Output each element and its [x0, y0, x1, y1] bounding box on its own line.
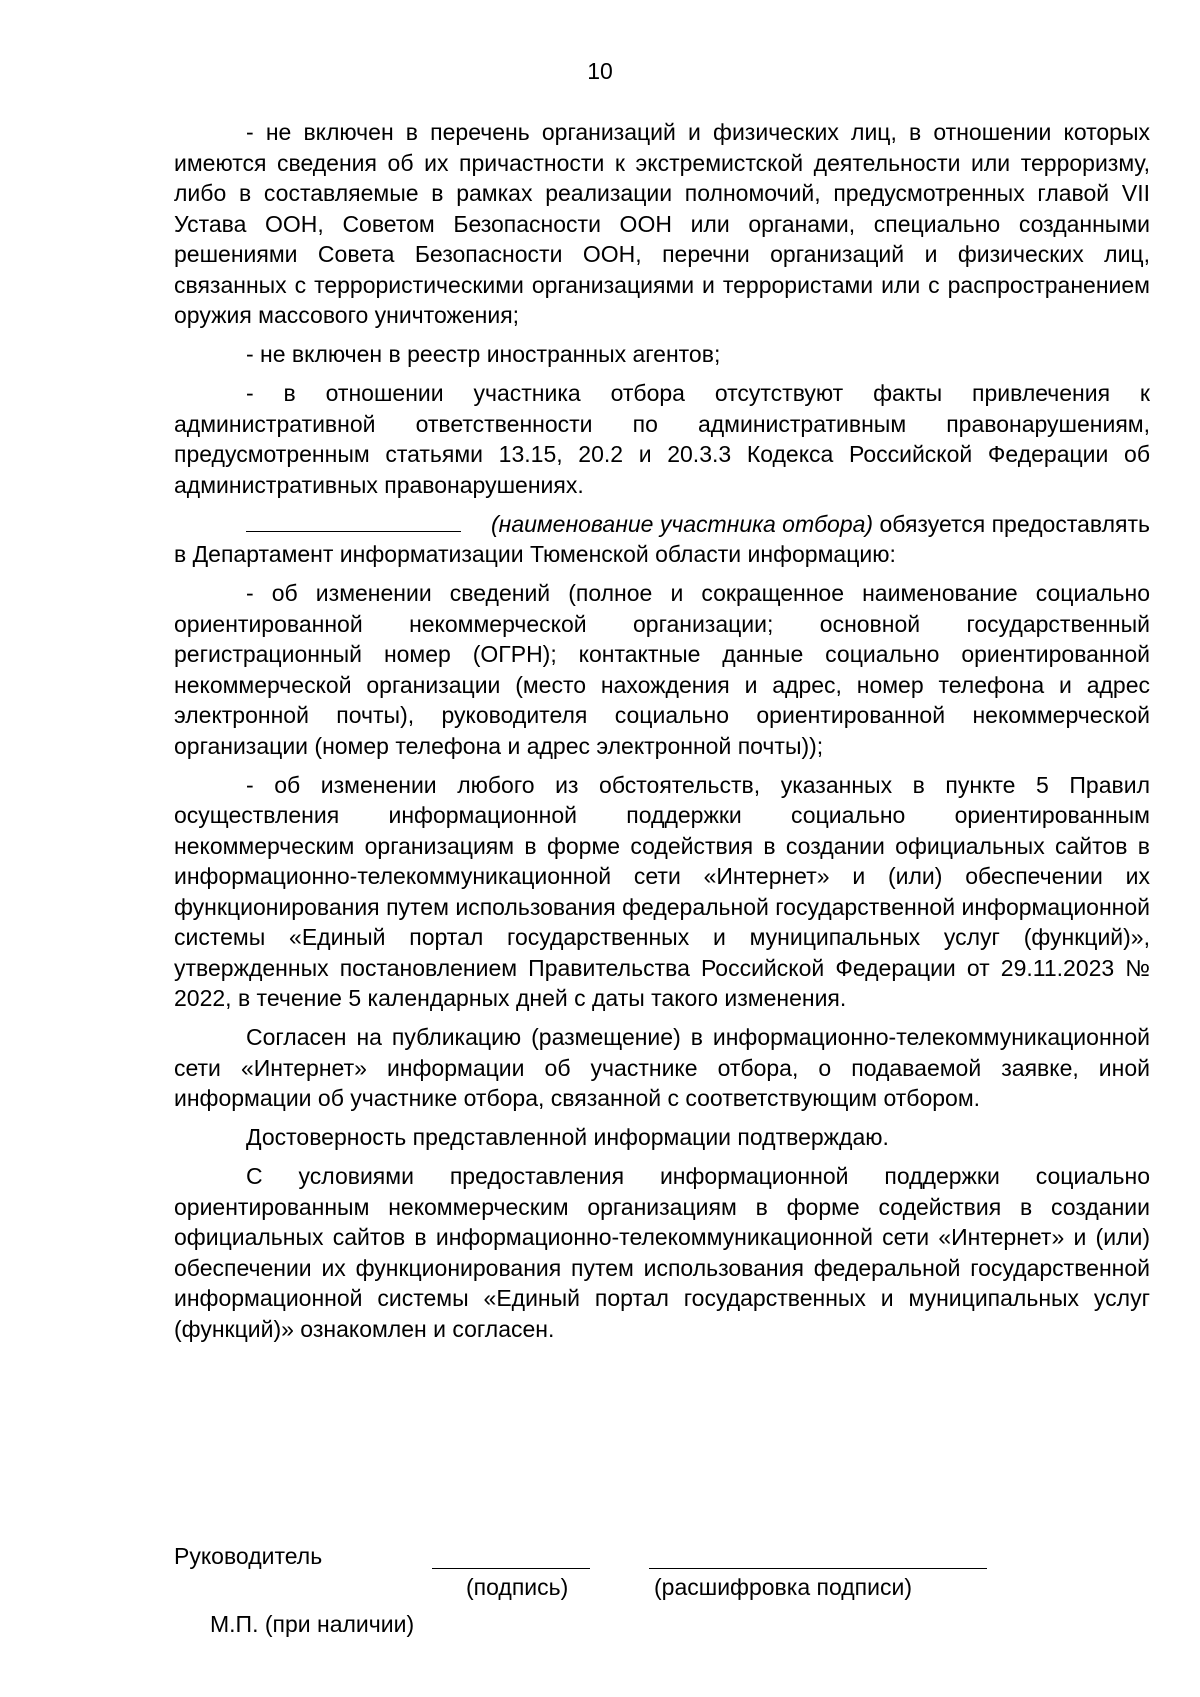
page-number: 10 — [587, 58, 613, 84]
obligation-text: обязуется предоставлять в Департамент информатизации Тюменской области информацию: — [174, 510, 1150, 567]
paragraph-not-in-terror-list: - не включен в перечень организаций и физических лиц, в отношении которых имеются сведения об их причастности к экстремистской деятельности или терроризму, либо в составляемые в рамках реализации полномочий, предусмотренных главой VII Устава ООН, Советом Безопасности ООН или органами, специально созданными решениями Совета Безопасности ООН, перечни организаций и физических лиц, связанных с террористическими организациями и террористами или с распространением оружия массового уничтожения; — [174, 119, 1150, 328]
signature-block — [174, 1541, 1150, 1651]
signature-line — [432, 1568, 590, 1569]
paragraph-publication-consent: Согласен на публикацию (размещение) в информационно-телекоммуникационной сети «Интернет» информации об участнике отбора, о подаваемой заявке, иной информации об участнике отбора, связанной с соответствующим отбором. — [174, 1024, 1150, 1111]
paragraph-changes-info: - об изменении сведений (полное и сокращенное наименование социально ориентированной некоммерческой организации; основной государственный регистрационный номер (ОГРН); контактные данные социально ориентированной некоммерческой организации (место нахождения и адрес, номер телефона и адрес электронной почты), руководителя социально ориентированной некоммерческой организации (номер телефона и адрес электронной почты)); — [174, 580, 1150, 759]
signature-decoding-line — [649, 1568, 987, 1569]
participant-name-hint: (наименование участника отбора) — [491, 510, 874, 537]
role-label: Руководитель — [174, 1543, 323, 1569]
paragraph-obligation — [174, 509, 1150, 570]
stamp-label: М.П. (при наличии) — [210, 1611, 415, 1637]
participant-name-blank — [246, 513, 461, 532]
paragraph-no-admin-liability: - в отношении участника отбора отсутствуют факты привлечения к административной ответственности по административным правонарушениям, предусмотренным статьями 13.15, 20.2 и 20.3.3 Кодекса Российской Федерации об административных правонарушениях. — [174, 380, 1150, 498]
paragraph-not-foreign-agent: - не включен в реестр иностранных агентов; — [246, 341, 721, 367]
paragraph-conditions-agreement: С условиями предоставления информационной поддержки социально ориентированным некоммерческим организациям в форме содействия в создании официальных сайтов в информационно-телекоммуникационной сети «Интернет» и (или) обеспечении их функционирования путем использования федеральной государственной информационной системы «Единый портал государственных и муниципальных услуг (функций)» ознакомлен и согласен. — [174, 1163, 1150, 1342]
signature-decoding-caption: (расшифровка подписи) — [654, 1574, 912, 1600]
document-body — [174, 117, 1150, 1353]
paragraph-accuracy-confirmation: Достоверность представленной информации подтверждаю. — [246, 1124, 889, 1150]
paragraph-changes-circumstances: - об изменении любого из обстоятельств, указанных в пункте 5 Правил осуществления информационной поддержки социально ориентированным некоммерческим организациям в форме содействия в создании официальных сайтов в информационно-телекоммуникационной сети «Интернет» и (или) обеспечении их функционирования путем использования федеральной государственной информационной системы «Единый портал государственных и муниципальных услуг (функций)», утвержденных постановлением Правительства Российской Федерации от 29.11.2023 № 2022, в течение 5 календарных дней с даты такого изменения. — [174, 771, 1150, 1011]
signature-caption: (подпись) — [466, 1574, 569, 1600]
